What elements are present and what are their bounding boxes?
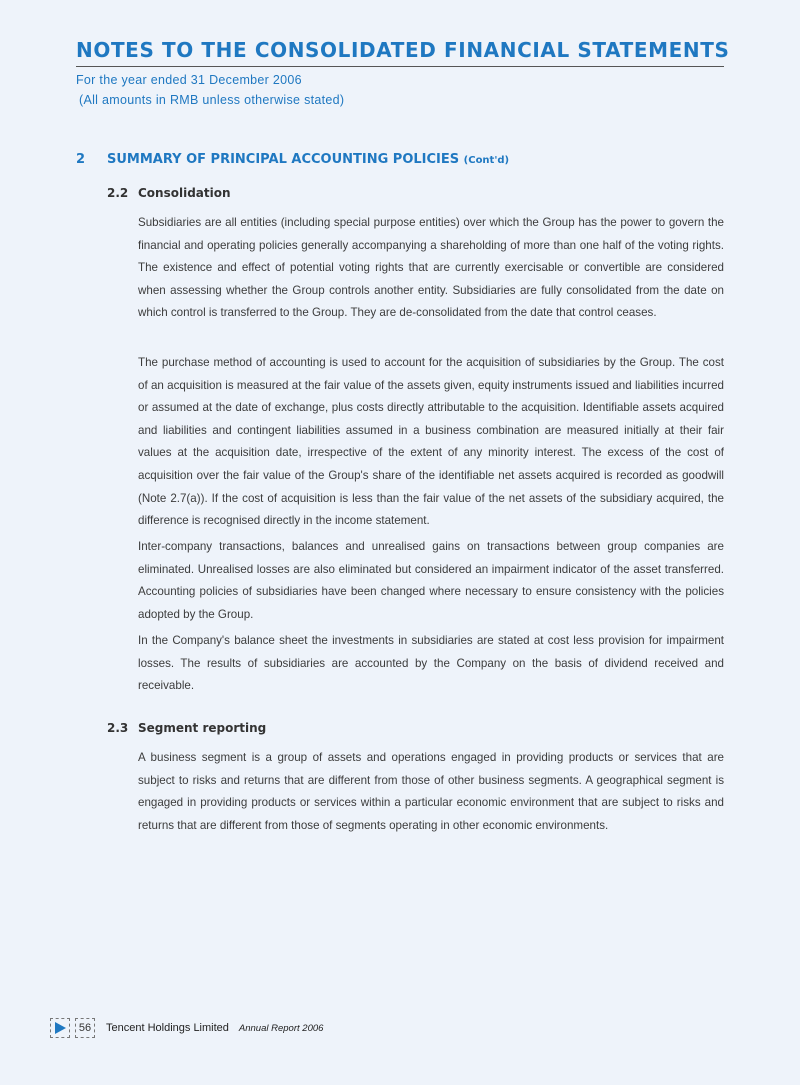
footer bbox=[50, 1018, 323, 1038]
subsection-title: Segment reporting bbox=[138, 721, 267, 735]
title-divider bbox=[76, 66, 724, 67]
footer-company: Tencent Holdings Limited bbox=[106, 1022, 229, 1034]
section-title: SUMMARY OF PRINCIPAL ACCOUNTING POLICIES bbox=[107, 152, 460, 167]
subsection-number: 2.3 bbox=[107, 721, 129, 735]
subsection-heading-consolidation bbox=[107, 186, 231, 200]
subsection-title: Consolidation bbox=[138, 186, 231, 200]
section-number: 2 bbox=[76, 152, 86, 167]
subsection-heading-segment bbox=[107, 721, 266, 735]
footer-report: Annual Report 2006 bbox=[238, 1022, 324, 1034]
subsection-number: 2.2 bbox=[107, 186, 129, 200]
segment-paragraph-1: A business segment is a group of assets and operations engaged in providing products or services that are subject to risks and returns that are different from those of other business segments. A geographical segment is engaged in providing products or services within a particular economic environment that are subject to risks and returns that are different from those of segments operating in other economic environments. bbox=[138, 751, 724, 832]
consolidation-paragraph-1: Subsidiaries are all entities (including special purpose entities) over which the Group has the power to govern the financial and operating policies generally accompanying a shareholding of more than one half of the voting rights. The existence and effect of potential voting rights that are currently exercisable or convertible are considered when assessing whether the Group controls another entity. Subsidiaries are fully consolidated from the date on which control is transferred to the Group. They are de-consolidated from the date that control ceases. bbox=[138, 216, 724, 320]
section-contd: (Cont'd) bbox=[463, 155, 510, 166]
consolidation-paragraph-4: In the Company's balance sheet the investments in subsidiaries are stated at cost less provision for impairment losses. The results of subsidiaries are accounted by the Company on the basis of dividend received and receivable. bbox=[138, 634, 724, 693]
page-number: 56 bbox=[75, 1018, 95, 1038]
consolidation-paragraph-2: The purchase method of accounting is used to account for the acquisition of subsidiaries by the Group. The cost of an acquisition is measured at the fair value of the assets given, equity instruments issued and liabilities incurred or assumed at the date of exchange, plus costs directly attributable to the acquisition. Identifiable assets acquired and liabilities and contingent liabilities assumed in a business combination are measured initially at their fair values at the acquisition date, irrespective of the extent of any minority interest. The excess of the cost of acquisition over the fair value of the Group's share of the identifiable net assets acquired is recorded as goodwill (Note 2.7(a)). If the cost of acquisition is less than the fair value of the net assets of the subsidiary acquired, the difference is recognised directly in the income statement. bbox=[138, 356, 724, 528]
page-title: NOTES TO THE CONSOLIDATED FINANCIAL STATEMENTS bbox=[76, 38, 730, 62]
section-heading bbox=[76, 152, 509, 167]
consolidation-paragraph-3: Inter-company transactions, balances and unrealised gains on transactions between group companies are eliminated. Unrealised losses are also eliminated but considered an impairment indicator of the asset transferred. Accounting policies of subsidiaries have been changed where necessary to ensure consistency with the policies adopted by the Group. bbox=[138, 540, 724, 621]
play-arrow-icon[interactable] bbox=[50, 1018, 70, 1038]
currency-subtitle: (All amounts in RMB unless otherwise stated) bbox=[79, 93, 345, 107]
period-subtitle: For the year ended 31 December 2006 bbox=[76, 73, 302, 87]
